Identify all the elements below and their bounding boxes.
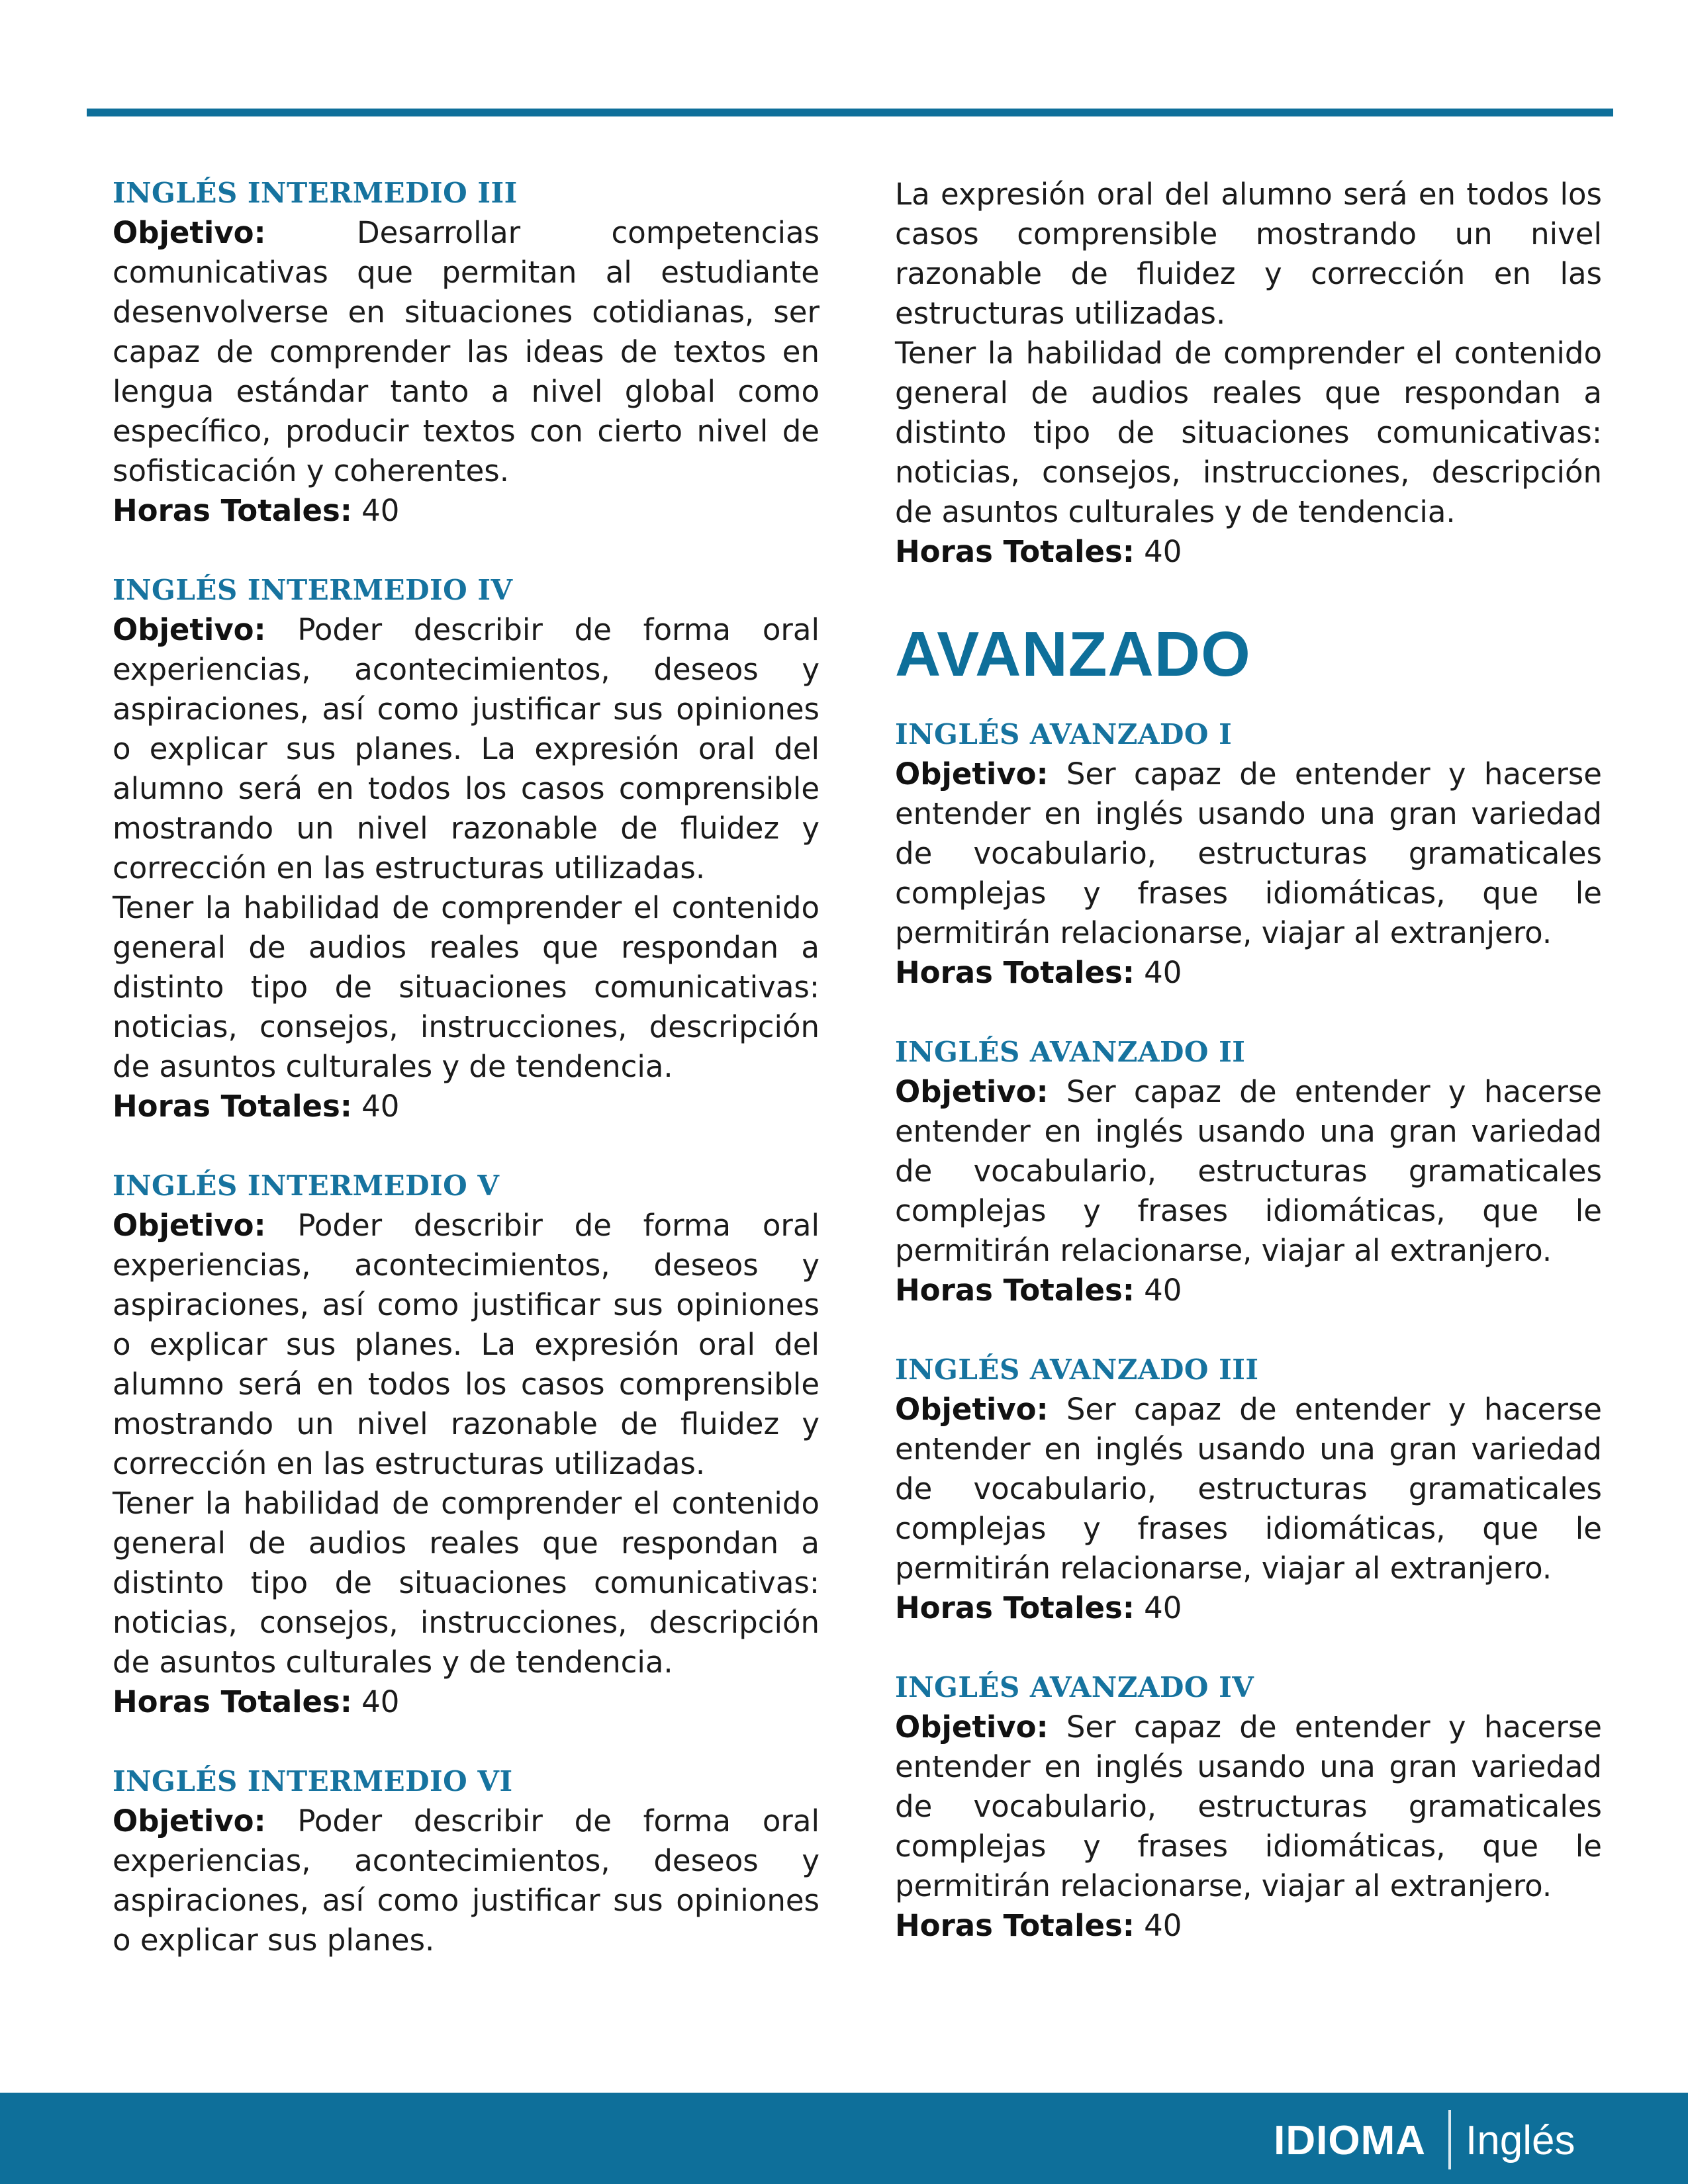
course-avanzado-iv [895, 1668, 1602, 1946]
hours-label: Horas Totales: [113, 1684, 352, 1719]
course-hours [895, 1271, 1602, 1310]
course-title: INGLÉS INTERMEDIO IV [113, 574, 513, 606]
section-title-avanzado: AVANZADO [895, 619, 1251, 690]
course-objective [895, 1072, 1602, 1271]
course-title: INGLÉS AVANZADO I [895, 718, 1233, 751]
course-objective [895, 1390, 1602, 1588]
objective-text: Ser capaz de entender y hacerse entender en inglés usando una gran variedad de vocabulario, estructuras gramaticales complejas y frases idiomáticas, que le permitirán relacionarse, viajar al extranjero. [895, 1074, 1602, 1268]
hours-value: 40 [361, 493, 400, 528]
objective-text: Poder describir de forma oral experiencias, acontecimientos, deseos y aspiraciones, así como justificar sus opiniones o explicar sus planes. La expresión oral del alumno será en todos los casos comprensible mostrando un nivel razonable de fluidez y corrección en las estructuras utilizadas. [113, 1208, 820, 1481]
course-title: INGLÉS AVANZADO III [895, 1353, 1259, 1386]
course-title: INGLÉS INTERMEDIO VI [113, 1765, 513, 1797]
course-intermedio-iv [113, 570, 820, 1126]
top-rule [87, 109, 1613, 116]
objective-label: Objetivo: [895, 1392, 1049, 1427]
footer-bar [0, 2093, 1688, 2184]
objective-text: Poder describir de forma oral experiencias, acontecimientos, deseos y aspiraciones, así como justificar sus opiniones o explicar sus planes. [113, 1803, 820, 1958]
objective-text: Ser capaz de entender y hacerse entender en inglés usando una gran variedad de vocabulario, estructuras gramaticales complejas y frases idiomáticas, que le permitirán relacionarse, viajar al extranjero. [895, 1392, 1602, 1586]
footer-category: IDIOMA [1274, 2118, 1426, 2163]
objective-label: Objetivo: [895, 1709, 1049, 1745]
footer-divider [1448, 2110, 1451, 2169]
course-objective [895, 1707, 1602, 1906]
hours-value: 40 [361, 1684, 400, 1719]
objective-label: Objetivo: [113, 1208, 266, 1243]
hours-label: Horas Totales: [895, 1273, 1135, 1308]
course-title: INGLÉS INTERMEDIO III [113, 177, 518, 209]
hours-label: Horas Totales: [895, 1590, 1135, 1625]
course-avanzado-iii [895, 1350, 1602, 1628]
course-title: INGLÉS AVANZADO II [895, 1036, 1246, 1068]
objective-label: Objetivo: [113, 612, 266, 647]
intermedio-vi-continued [895, 175, 1602, 572]
objective-text: Ser capaz de entender y hacerse entender en inglés usando una gran variedad de vocabulario, estructuras gramaticales complejas y frases idiomáticas, que le permitirán relacionarse, viajar al extranjero. [895, 756, 1602, 950]
course-objective [113, 213, 820, 491]
course-hours [895, 532, 1602, 572]
footer-subject: Inglés [1466, 2118, 1575, 2163]
objective-text: Ser capaz de entender y hacerse entender en inglés usando una gran variedad de vocabulario, estructuras gramaticales complejas y frases idiomáticas, que le permitirán relacionarse, viajar al extranjero. [895, 1709, 1602, 1903]
objective-text: Poder describir de forma oral experiencias, acontecimientos, deseos y aspiraciones, así como justificar sus opiniones o explicar sus planes. La expresión oral del alumno será en todos los casos comprensible mostrando un nivel razonable de fluidez y corrección en las estructuras utilizadas. [113, 612, 820, 886]
hours-value: 40 [1144, 955, 1182, 990]
hours-label: Horas Totales: [113, 1089, 352, 1124]
course-intermedio-iii [113, 173, 820, 531]
course-objective [895, 754, 1602, 953]
hours-label: Horas Totales: [895, 534, 1135, 569]
course-avanzado-i [895, 715, 1602, 993]
hours-value: 40 [361, 1089, 400, 1124]
objective-text: Desarrollar competencias comunicativas que permitan al estudiante desenvolverse en situaciones cotidianas, ser capaz de comprender las ideas de textos en lengua estándar tanto a nivel global como específico, producir textos con cierto nivel de sofisticación y coherentes. [113, 215, 820, 488]
course-hours [113, 1682, 820, 1722]
course-hours [895, 1588, 1602, 1628]
continued-text-1: La expresión oral del alumno será en todos los casos comprensible mostrando un nivel razonable de fluidez y corrección en las estructuras utilizadas. [895, 177, 1602, 331]
course-avanzado-ii [895, 1032, 1602, 1310]
hours-value: 40 [1144, 1908, 1182, 1943]
course-hours [113, 491, 820, 531]
course-extra: Tener la habilidad de comprender el contenido general de audios reales que respondan a distinto tipo de situaciones comunicativas: noticias, consejos, instrucciones, descripción de asuntos culturales y de tendencia. [113, 1486, 820, 1680]
course-objective [113, 1206, 820, 1484]
objective-label: Objetivo: [113, 1803, 266, 1839]
course-objective [113, 610, 820, 888]
hours-value: 40 [1144, 534, 1182, 569]
objective-label: Objetivo: [113, 215, 266, 250]
course-hours [113, 1087, 820, 1126]
hours-label: Horas Totales: [113, 493, 352, 528]
continued-text-2: Tener la habilidad de comprender el contenido general de audios reales que respondan a distinto tipo de situaciones comunicativas: noticias, consejos, instrucciones, descripción de asuntos culturales y de tendencia. [895, 336, 1602, 529]
course-hours [895, 953, 1602, 993]
course-intermedio-v [113, 1166, 820, 1722]
course-intermedio-vi [113, 1762, 820, 1960]
objective-label: Objetivo: [895, 1074, 1049, 1109]
objective-label: Objetivo: [895, 756, 1049, 792]
hours-value: 40 [1144, 1590, 1182, 1625]
left-column [113, 173, 820, 2000]
right-column [895, 175, 1602, 1985]
hours-label: Horas Totales: [895, 955, 1135, 990]
course-extra: Tener la habilidad de comprender el contenido general de audios reales que respondan a distinto tipo de situaciones comunicativas: noticias, consejos, instrucciones, descripción de asuntos culturales y de tendencia. [113, 890, 820, 1084]
hours-value: 40 [1144, 1273, 1182, 1308]
course-hours [895, 1906, 1602, 1946]
course-objective [113, 1801, 820, 1960]
course-title: INGLÉS AVANZADO IV [895, 1671, 1254, 1704]
hours-label: Horas Totales: [895, 1908, 1135, 1943]
course-title: INGLÉS INTERMEDIO V [113, 1169, 500, 1202]
